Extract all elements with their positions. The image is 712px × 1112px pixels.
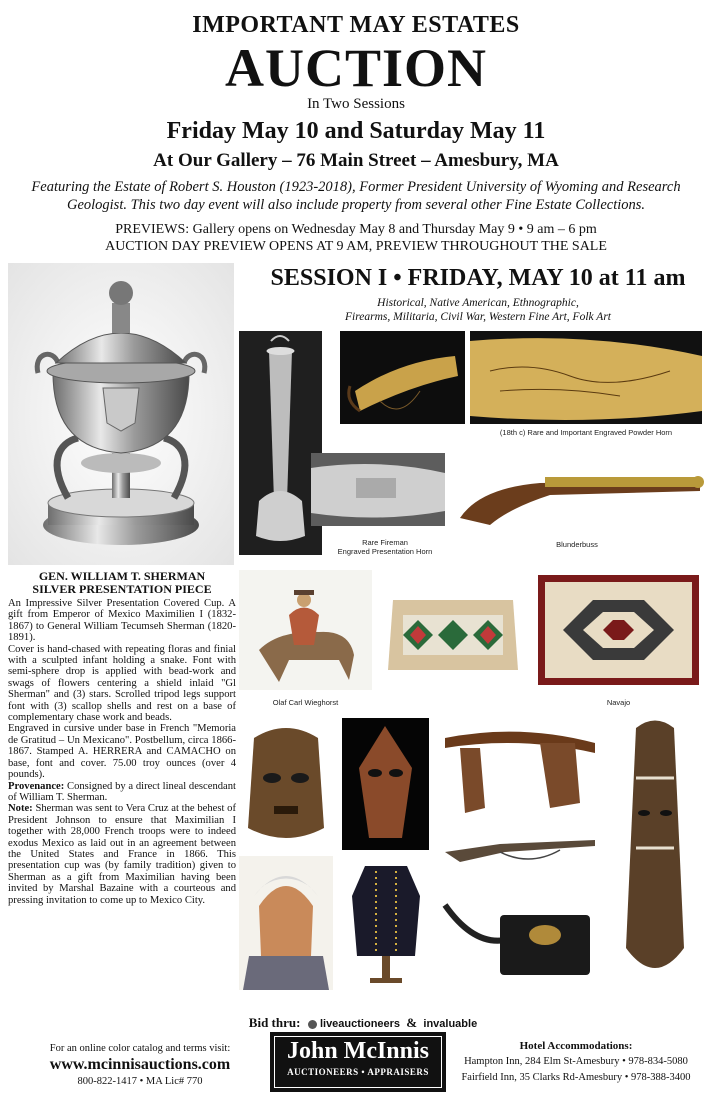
cartridge-box-image xyxy=(440,875,600,990)
catalog-url-link[interactable]: www.mcinnisauctions.com xyxy=(49,1056,231,1073)
wooden-mask-image xyxy=(342,718,429,850)
sherman-heading-line1: GEN. WILLIAM T. SHERMAN xyxy=(38,569,206,583)
powder-horn-image xyxy=(340,331,465,424)
sherman-provenance xyxy=(8,781,236,804)
navajo-caption: Navajo xyxy=(606,698,631,707)
note-text: Sherman was sent to Vera Cruz at the behest of President Johnson to ensure that Maximilian I together with 28,000 French troops were to indeed exodus Mexico as laid out in an agreement between the United States and France in 1866. This presentation cup was (by family tradition) given to Sherman as a gift from Maximilian having been invited by Marshal Bazaine with a courteous and pressing invitation to come up to Mexico City. xyxy=(8,803,236,906)
fireman-caption-line1: Rare Fireman xyxy=(362,538,408,547)
uniform-jacket-image xyxy=(340,856,432,990)
navajo-rug-image xyxy=(533,570,704,690)
blunderbuss-caption: Blunderbuss xyxy=(556,540,598,549)
beaded-bag-image xyxy=(378,570,528,690)
native-portrait-image xyxy=(239,856,333,990)
provenance-text: Consigned by a direct lineal descendant of William T. Sherman. xyxy=(8,780,236,803)
title-line1: IMPORTANT MAY ESTATES xyxy=(192,12,520,38)
logo-name: John McInnis xyxy=(286,1038,430,1064)
hotel-heading: Hotel Accommodations: xyxy=(519,1040,633,1052)
bid-amp: & xyxy=(406,1015,418,1030)
blunderbuss-image xyxy=(450,453,704,533)
logo-subtitle: AUCTIONEERS • APPRAISERS xyxy=(287,1067,429,1077)
liveauctioneers-icon xyxy=(308,1020,317,1029)
auction-dates: Friday May 10 and Saturday May 11 xyxy=(166,118,546,144)
featuring-text: Featuring the Estate of Robert S. Houston (1923-2018), Former President University of Wyoming and Research Geologist. This two day event will also include property from several other Fine Estate Collections. xyxy=(31,179,681,213)
sherman-para3: Engraved in cursive under base in French "Memoria de Gratitud – Un Mexicano". Postbellum, circa 1866-1867. Stamped A. HERRERA and CAMACHO on base, font and cover. 75.00 troy ounces (over 4 pounds). xyxy=(8,723,236,781)
wieghorst-painting-image xyxy=(239,570,372,690)
fireman-horn-caption xyxy=(330,538,440,556)
bid-thru-label: Bid thru: xyxy=(248,1015,301,1030)
leather-mask-image xyxy=(239,718,333,850)
bid-thru-line xyxy=(243,1015,483,1031)
sherman-heading-line2: SILVER PRESENTATION PIECE xyxy=(32,582,212,596)
catalog-text: For an online color catalog and terms visit: xyxy=(49,1043,231,1054)
provenance-label: Provenance: xyxy=(8,780,65,792)
sherman-description xyxy=(8,598,236,906)
carbine-image xyxy=(440,822,600,872)
silver-cup-image xyxy=(8,263,234,565)
categories-line1: Historical, Native American, Ethnographic, xyxy=(377,297,579,309)
invaluable-link[interactable]: invaluable xyxy=(423,1018,478,1030)
hotel-fairfield: Fairfield Inn, 35 Clarks Rd-Amesbury • 978-388-3400 xyxy=(461,1072,691,1083)
session-heading: SESSION I • FRIDAY, MAY 10 at 11 am xyxy=(270,265,686,291)
catalog-phone: 800-822-1417 • MA Lic# 770 xyxy=(77,1076,203,1087)
sherman-note xyxy=(8,803,236,906)
tall-mask-image xyxy=(606,718,704,990)
wieghorst-caption: Olaf Carl Wieghorst xyxy=(272,698,339,707)
fireman-caption-line2: Engraved Presentation Horn xyxy=(337,547,433,556)
powder-horn-detail-image xyxy=(470,331,702,424)
auction-location: At Our Gallery – 76 Main Street – Amesbury, MA xyxy=(153,150,559,171)
sherman-para2: Cover is hand-chased with repeating floras and finial with a sculpted infant holding a snake. Font with semi-sphere drop is applied with bead-work and swags of flowers centering a shield inlaid "Gl Sherman" and (3) stars. Scrolled tripod legs support font with (3) scallop shells and rest on a base of complementary chase work and beads. xyxy=(8,643,236,724)
title-auction: AUCTION xyxy=(224,38,488,98)
powder-horn-caption: (18th c) Rare and Important Engraved Powder Horn xyxy=(499,428,673,437)
previews-line1: PREVIEWS: Gallery opens on Wednesday May 8 and Thursday May 9 • 9 am – 6 pm xyxy=(115,222,597,237)
sherman-heading xyxy=(8,570,236,596)
john-mcinnis-logo xyxy=(270,1032,446,1092)
sherman-para1: An Impressive Silver Presentation Covered Cup. A gift from Emperor of Mexico Maximilien I (1832-1867) to General William Tecumseh Sherman (1820-1891). xyxy=(8,598,236,644)
note-label: Note: xyxy=(8,803,33,815)
holster-image xyxy=(440,718,600,818)
fireman-horn-tall-image xyxy=(239,331,322,555)
sessions-subtitle: In Two Sessions xyxy=(307,96,405,112)
categories-line2: Firearms, Militaria, Civil War, Western Fine Art, Folk Art xyxy=(345,311,611,323)
session-categories xyxy=(244,296,712,324)
fireman-horn-image xyxy=(311,453,445,526)
liveauctioneers-link[interactable]: liveauctioneers xyxy=(319,1018,401,1030)
hotel-hampton: Hampton Inn, 284 Elm St-Amesbury • 978-834-5080 xyxy=(464,1056,688,1067)
previews-line2: AUCTION DAY PREVIEW OPENS AT 9 AM, PREVIEW THROUGHOUT THE SALE xyxy=(105,239,607,254)
